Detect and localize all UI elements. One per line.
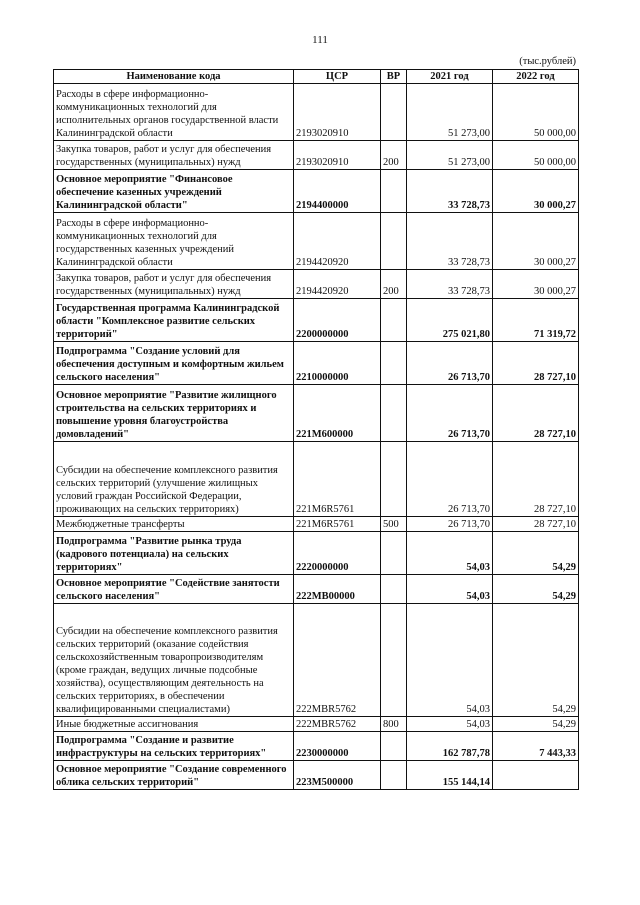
amount-2022-cell: 30 000,27: [493, 170, 579, 213]
code-cell: 2194400000: [294, 170, 381, 213]
amount-2021-cell: 26 713,70: [407, 385, 493, 442]
name-cell: Основное мероприятие "Содействие занятости сельского населения": [54, 575, 294, 604]
table-row: [54, 270, 579, 299]
vr-cell: [381, 761, 407, 790]
amount-2022-cell: 28 727,10: [493, 342, 579, 385]
amount-2021-cell: 26 713,70: [407, 442, 493, 517]
amount-2022-cell: 54,29: [493, 532, 579, 575]
vr-cell: [381, 532, 407, 575]
vr-cell: 800: [381, 717, 407, 732]
vr-cell: 500: [381, 517, 407, 532]
amount-2021-cell: 162 787,78: [407, 732, 493, 761]
amount-2021-cell: 54,03: [407, 717, 493, 732]
vr-cell: 200: [381, 270, 407, 299]
amount-2021-cell: 275 021,80: [407, 299, 493, 342]
name-cell: Субсидии на обеспечение комплексного развития сельских территорий (улучшение жилищных условий граждан Российской Федерации, проживающих на сельских территориях): [54, 442, 294, 517]
name-cell: Закупка товаров, работ и услуг для обеспечения государственных (муниципальных) нужд: [54, 270, 294, 299]
vr-cell: [381, 442, 407, 517]
code-cell: 221M600000: [294, 385, 381, 442]
amount-2022-cell: 28 727,10: [493, 385, 579, 442]
table-row: [54, 213, 579, 270]
code-cell: 2230000000: [294, 732, 381, 761]
vr-cell: [381, 342, 407, 385]
amount-2022-cell: 54,29: [493, 604, 579, 717]
header-vr: ВР: [381, 70, 407, 84]
table-header-row: [54, 70, 579, 84]
name-cell: Закупка товаров, работ и услуг для обеспечения государственных (муниципальных) нужд: [54, 141, 294, 170]
amount-2021-cell: 26 713,70: [407, 517, 493, 532]
name-cell: Основное мероприятие "Создание современного облика сельских территорий": [54, 761, 294, 790]
table-row: [54, 517, 579, 532]
amount-2021-cell: 33 728,73: [407, 270, 493, 299]
header-2022: 2022 год: [493, 70, 579, 84]
amount-2022-cell: 7 443,33: [493, 732, 579, 761]
table-row: [54, 342, 579, 385]
code-cell: 2220000000: [294, 532, 381, 575]
header-csr: ЦСР: [294, 70, 381, 84]
amount-2021-cell: 51 273,00: [407, 141, 493, 170]
name-cell: Подпрограмма "Развитие рынка труда (кадрового потенциала) на сельских территориях": [54, 532, 294, 575]
name-cell: Межбюджетные трансферты: [54, 517, 294, 532]
table-row: [54, 84, 579, 141]
table-body: [54, 84, 579, 790]
vr-cell: [381, 732, 407, 761]
table-row: [54, 761, 579, 790]
amount-2022-cell: 50 000,00: [493, 84, 579, 141]
amount-2022-cell: 50 000,00: [493, 141, 579, 170]
header-name: Наименование кода: [54, 70, 294, 84]
table-row: [54, 141, 579, 170]
amount-2021-cell: 26 713,70: [407, 342, 493, 385]
code-cell: 2194420920: [294, 270, 381, 299]
table-row: [54, 604, 579, 717]
table-row: [54, 717, 579, 732]
code-cell: 2193020910: [294, 141, 381, 170]
amount-2022-cell: [493, 761, 579, 790]
amount-2021-cell: 33 728,73: [407, 213, 493, 270]
name-cell: Основное мероприятие "Развитие жилищного строительства на сельских территориях и повышение уровня благоустройства домовладений": [54, 385, 294, 442]
code-cell: 2193020910: [294, 84, 381, 141]
name-cell: Основное мероприятие "Финансовое обеспечение казенных учреждений Калининградской области": [54, 170, 294, 213]
name-cell: Иные бюджетные ассигнования: [54, 717, 294, 732]
amount-2022-cell: 71 319,72: [493, 299, 579, 342]
code-cell: 222MBR5762: [294, 717, 381, 732]
name-cell: Подпрограмма "Создание и развитие инфраструктуры на сельских территориях": [54, 732, 294, 761]
vr-cell: [381, 299, 407, 342]
amount-2021-cell: 54,03: [407, 575, 493, 604]
table-row: [54, 732, 579, 761]
amount-2022-cell: 54,29: [493, 717, 579, 732]
amount-2022-cell: 30 000,27: [493, 213, 579, 270]
amount-2021-cell: 54,03: [407, 604, 493, 717]
code-cell: 222MBR5762: [294, 604, 381, 717]
vr-cell: [381, 213, 407, 270]
amount-2021-cell: 155 144,14: [407, 761, 493, 790]
units-label: (тыс.рублей): [519, 56, 576, 67]
table-row: [54, 299, 579, 342]
table-row: [54, 442, 579, 517]
code-cell: 223M500000: [294, 761, 381, 790]
vr-cell: [381, 575, 407, 604]
amount-2021-cell: 33 728,73: [407, 170, 493, 213]
amount-2021-cell: 54,03: [407, 532, 493, 575]
name-cell: Государственная программа Калининградской области "Комплексное развитие сельских территорий": [54, 299, 294, 342]
vr-cell: 200: [381, 141, 407, 170]
name-cell: Субсидии на обеспечение комплексного развития сельских территорий (оказание содействия сельскохозяйственным товаропроизводителям (кроме граждан, ведущих личные подсобные хозяйства), осуществляющим деятельность на сельских территориях, в обеспечении квалифицированными специалистами): [54, 604, 294, 717]
name-cell: Расходы в сфере информационно-коммуникационных технологий для государственных казенных учреждений Калининградской области: [54, 213, 294, 270]
amount-2021-cell: 51 273,00: [407, 84, 493, 141]
name-cell: Расходы в сфере информационно-коммуникационных технологий для исполнительных органов государственной власти Калининградской области: [54, 84, 294, 141]
table-row: [54, 532, 579, 575]
table-row: [54, 575, 579, 604]
vr-cell: [381, 84, 407, 141]
table-row: [54, 385, 579, 442]
code-cell: 2194420920: [294, 213, 381, 270]
vr-cell: [381, 604, 407, 717]
amount-2022-cell: 28 727,10: [493, 442, 579, 517]
amount-2022-cell: 54,29: [493, 575, 579, 604]
code-cell: 2200000000: [294, 299, 381, 342]
vr-cell: [381, 170, 407, 213]
amount-2022-cell: 28 727,10: [493, 517, 579, 532]
budget-table: [53, 69, 579, 790]
table-row: [54, 170, 579, 213]
name-cell: Подпрограмма "Создание условий для обеспечения доступным и комфортным жильем сельского населения": [54, 342, 294, 385]
page-number: 111: [312, 34, 328, 46]
code-cell: 2210000000: [294, 342, 381, 385]
header-2021: 2021 год: [407, 70, 493, 84]
code-cell: 221M6R5761: [294, 442, 381, 517]
amount-2022-cell: 30 000,27: [493, 270, 579, 299]
code-cell: 222MB00000: [294, 575, 381, 604]
code-cell: 221M6R5761: [294, 517, 381, 532]
vr-cell: [381, 385, 407, 442]
